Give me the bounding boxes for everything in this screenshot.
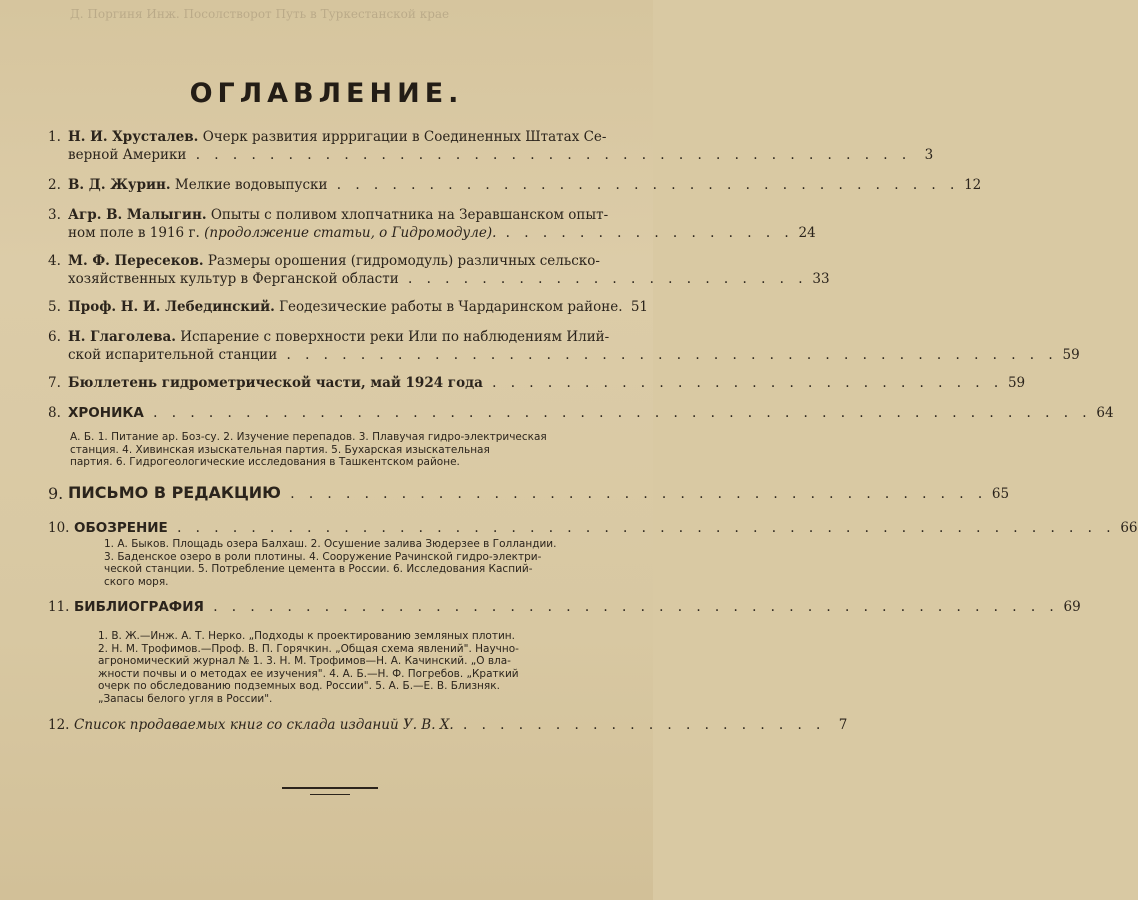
entry-number: 10. <box>48 520 70 536</box>
entry-number: 6. <box>48 329 61 345</box>
entry-page: 66 <box>1120 520 1138 536</box>
closing-rule-short <box>310 794 350 795</box>
entry-number: 5. <box>48 299 61 315</box>
sub-line: 1. А. Быков. Площадь озера Балхаш. 2. Осушение залива Зюдерзее в Голландии. <box>104 538 557 550</box>
sub-line: агрономический журнал № 1. 3. Н. М. Трофимов—Н. А. Качинский. „О вла- <box>98 655 511 667</box>
toc-entry: 7. Бюллетень гидрометрической части, май 1924 года . . . . . . . . . . . . . . . . . . . . . . . . . . . . 59 <box>48 375 1026 391</box>
entry-page: 7 <box>838 717 848 733</box>
entry-number: 4. <box>48 253 61 269</box>
sub-line: станция. 4. Хивинская изыскательная партия. 5. Бухарская изыскательная <box>70 443 490 456</box>
toc-entry: 1. Н. И. Хрусталев. Очерк развития иррригации в Соединенных Штатах Се- верной Америки . . . . . . . . . . . . . . . . . . . . . . . . . . . . . . . . . . . . . . . 3 <box>48 129 934 163</box>
chronicle-contents <box>70 431 547 469</box>
toc-entry: 6. Н. Глаголева. Испарение с поверхности реки Или по наблюдениям Илий- ской испарительной станции . . . . . . . . . . . . . . . . . . . . . . . . . . . . . . . . . . . . . . . . . . 59 <box>48 329 1080 363</box>
entry-author: Н. И. Хрусталев. <box>68 129 199 145</box>
entry-title-cont: ской испарительной станции <box>68 347 278 363</box>
entry-page: 59 <box>1007 375 1026 391</box>
entry-author: Н. Глаголева. <box>68 329 176 345</box>
entry-title: Мелкие водовыпуски <box>174 177 328 193</box>
entry-header: ОБОЗРЕНИЕ <box>74 520 168 536</box>
entry-title: Очерк развития иррригации в Соединенных Штатах Се- <box>202 129 607 145</box>
sub-line: ского моря. <box>104 575 169 588</box>
sub-line: очерк по обследованию подземных вод. России". 5. А. Б.—Е. В. Близняк. <box>98 680 500 692</box>
entry-page: 51 <box>630 299 648 315</box>
bleed-through-text: Д. Поргиня Инж. Посолстворот Путь в Туркестанской крае <box>70 7 450 21</box>
bibliography-contents <box>98 630 519 705</box>
entry-title: Размеры орошения (гидромодуль) различных сельско- <box>207 253 600 269</box>
toc-entry: 3. Агр. В. Малыгин. Опыты с поливом хлопчатника на Зеравшанском опыт- ном поле в 1916 г. (продолжение статьи, о Гидромодуле). . . . . . . . . . . . . . . . . 24 <box>48 207 816 241</box>
sub-line: „Запасы белого угля в России". <box>98 692 273 705</box>
sub-line: 3. Баденское озеро в роли плотины. 4. Сооружение Рачинской гидро-электри- <box>104 550 542 563</box>
sub-line: партия. 6. Гидрогеологические исследования в Ташкентском районе. <box>70 456 460 468</box>
entry-title: Испарение с поверхности реки Или по наблюдениям Илий- <box>180 329 610 345</box>
entry-author: Проф. Н. И. Лебединский. <box>68 299 275 315</box>
entry-title-cont: хозяйственных культур в Ферганской области <box>68 271 399 287</box>
entry-title: Геодезические работы в Чардаринском районе. <box>279 299 623 315</box>
entry-number: 7. <box>48 375 61 391</box>
toc-entry: 8. ХРОНИКА . . . . . . . . . . . . . . . . . . . . . . . . . . . . . . . . . . . . . . . . . . . . . . . . . . . 64 <box>48 405 1114 421</box>
sub-line: ческой станции. 5. Потребление цемента в России. 6. Исследования Каспий- <box>104 563 533 575</box>
entry-note: (продолжение статьи, о Гидромодуле). <box>204 225 497 241</box>
entry-header: ПИСЬМО В РЕДАКЦИЮ <box>68 483 281 502</box>
entry-page: 64 <box>1096 405 1114 421</box>
entry-title: Опыты с поливом хлопчатника на Зеравшанском опыт- <box>210 207 609 223</box>
entry-page: 69 <box>1063 599 1081 615</box>
entry-page: 65 <box>991 486 1010 502</box>
entry-number: 1. <box>48 129 61 145</box>
entry-number: 3. <box>48 207 61 223</box>
entry-author: В. Д. Журин. <box>68 177 171 193</box>
entry-page: 12 <box>964 177 982 193</box>
entry-title-cont: ном поле в 1916 г. <box>68 225 200 241</box>
toc-entry: 12. Список продаваемых книг со склада изданий У. В. Х. . . . . . . . . . . . . . . . . . . . . 7 <box>48 717 848 733</box>
closing-rule <box>282 787 378 789</box>
entry-header: БИБЛИОГРАФИЯ <box>74 599 204 615</box>
sub-line: А. Б. 1. Питание ар. Боз-су. 2. Изучение перепадов. 3. Плавучая гидро-электрическая <box>70 431 547 443</box>
entry-author: Агр. В. Малыгин. <box>68 207 207 223</box>
entry-number: 2. <box>48 177 61 193</box>
toc-entry: 11. БИБЛИОГРАФИЯ . . . . . . . . . . . . . . . . . . . . . . . . . . . . . . . . . . . . . . . . . . . . . . 69 <box>48 599 1081 615</box>
review-contents <box>104 538 556 588</box>
entry-page: 3 <box>924 147 934 163</box>
entry-number: 8. <box>48 405 61 421</box>
entry-number: 12. <box>48 717 70 733</box>
page-title: ОГЛАВЛЕНИЕ. <box>189 78 464 109</box>
entry-page: 24 <box>798 225 816 241</box>
entry-page: 59 <box>1062 347 1080 363</box>
sub-line: жности почвы и о методах ее изучения". 4. А. Б.—Н. Ф. Погребов. „Краткий <box>98 667 519 680</box>
sub-line: 1. В. Ж.—Инж. А. Т. Нерко. „Подходы к проектированию земляных плотин. <box>98 630 515 642</box>
entry-number: 11. <box>48 599 70 615</box>
toc-entry <box>48 298 648 316</box>
entry-title-cont: верной Америки <box>68 147 187 163</box>
entry-page: 33 <box>812 271 830 287</box>
entry-number: 9. <box>48 484 64 503</box>
toc-entry: 10. ОБОЗРЕНИЕ . . . . . . . . . . . . . . . . . . . . . . . . . . . . . . . . . . . . . . . . . . . . . . . . . . . 66 <box>48 520 1138 536</box>
entry-author: М. Ф. Пересеков. <box>68 253 204 269</box>
entry-title: Бюллетень гидрометрической части, май 1924 года <box>68 375 483 391</box>
entry-header: ХРОНИКА <box>68 405 144 421</box>
toc-entry: 2. В. Д. Журин. Мелкие водовыпуски . . . . . . . . . . . . . . . . . . . . . . . . . . . . . . . . . . 12 <box>48 177 982 193</box>
toc-entry: 4. М. Ф. Пересеков. Размеры орошения (гидромодуль) различных сельско- хозяйственных культур в Ферганской области . . . . . . . . . . . . . . . . . . . . . . 33 <box>48 253 830 287</box>
toc-entry: 9. ПИСЬМО В РЕДАКЦИЮ . . . . . . . . . . . . . . . . . . . . . . . . . . . . . . . . . . . . . . 65 <box>48 483 1010 503</box>
sub-line: 2. Н. М. Трофимов.—Проф. В. П. Горячкин. „Общая схема явлений". Научно- <box>98 642 519 655</box>
entry-title: Список продаваемых книг со склада изданий У. В. Х. <box>74 717 454 733</box>
